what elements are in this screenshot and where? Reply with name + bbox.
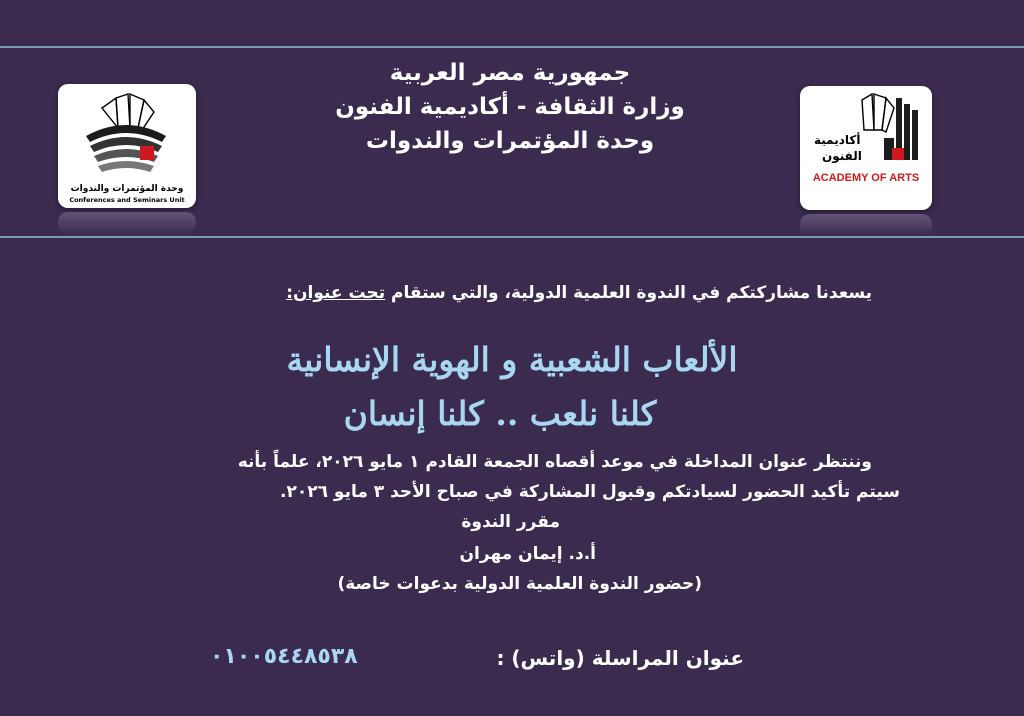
- right-logo-reflection: [800, 214, 932, 236]
- academy-caption-arabic-1: أكاديمية: [814, 133, 861, 147]
- header-country: جمهورية مصر العربية: [389, 60, 631, 86]
- logo-caption-arabic: وحدة المؤتمرات والندوات: [70, 184, 184, 194]
- logo-caption-english: Conferences and Seminars Unit: [69, 196, 185, 204]
- top-divider: [0, 46, 1024, 48]
- attendance-note: (حضور الندوة العلمية الدولية بدعوات خاصة): [337, 574, 702, 594]
- deadline-line-2: سيتم تأكيد الحضور لسيادتكم وقبول المشاركة في صباح الأحد ٣ مايو ٢٠٢٦.: [280, 482, 900, 502]
- academy-emblem-icon: [800, 86, 932, 210]
- rapporteur-name: أ.د. إيمان مهران: [459, 544, 596, 564]
- deadline-line-1: وننتظر عنوان المداخلة في موعد أقصاه الجمعة القادم ١ مايو ٢٠٢٦، علماً بأنه: [237, 452, 872, 472]
- left-logo-reflection: [58, 212, 196, 234]
- contact-phone[interactable]: ٠١٠٠٥٤٤٨٥٣٨: [210, 644, 358, 669]
- seminar-title-line-1: الألعاب الشعبية و الهوية الإنسانية: [286, 340, 738, 379]
- conferences-unit-logo: [58, 84, 196, 208]
- seminar-title-line-2: كلنا نلعب .. كلنا إنسان: [343, 394, 657, 433]
- invitation-intro-text: يسعدنا مشاركتكم في الندوة العلمية الدولية، والتي ستقام: [391, 283, 872, 303]
- bottom-divider: [0, 236, 1024, 238]
- invitation-intro-underlined: تحت عنوان:: [286, 283, 386, 303]
- academy-caption-english: ACADEMY OF ARTS: [812, 172, 920, 184]
- invitation-intro: [286, 283, 872, 303]
- academy-of-arts-logo: [800, 86, 932, 210]
- header-ministry: وزارة الثقافة - أكاديمية الفنون: [335, 94, 685, 120]
- academy-caption-arabic-2: الفنون: [822, 149, 862, 163]
- header-unit: وحدة المؤتمرات والندوات: [365, 128, 655, 154]
- contact-label: عنوان المراسلة (واتس) :: [496, 646, 744, 670]
- rapporteur-label: مقرر الندوة: [461, 512, 560, 532]
- institution-header: [250, 56, 770, 158]
